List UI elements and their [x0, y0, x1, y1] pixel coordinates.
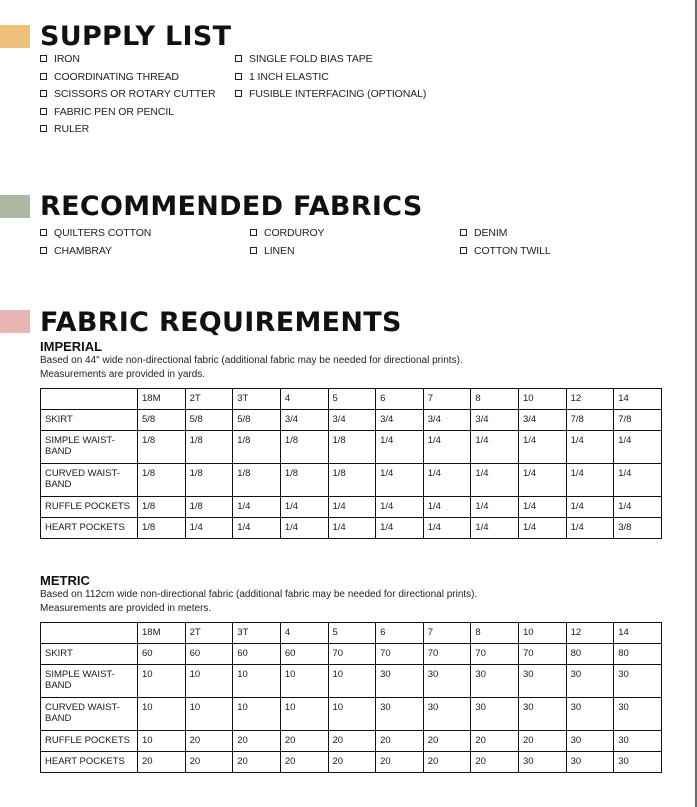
- value-cell: 20: [519, 731, 567, 752]
- value-cell: 1/8: [280, 431, 328, 464]
- row-label-cell: CURVED WAIST-BAND: [41, 698, 138, 731]
- value-cell: 30: [471, 698, 519, 731]
- row-label-cell: CURVED WAIST-BAND: [41, 464, 138, 497]
- size-header-cell: 12: [566, 389, 614, 410]
- size-header-cell: 3T: [233, 389, 281, 410]
- imperial-desc-line1: Based on 44" wide non-directional fabric (additional fabric may be needed for directional prints).: [40, 355, 463, 366]
- row-label-cell: RUFFLE POCKETS: [41, 497, 138, 518]
- value-cell: 20: [328, 731, 376, 752]
- value-cell: 1/4: [566, 431, 614, 464]
- value-cell: 1/4: [185, 518, 233, 539]
- value-cell: 70: [423, 644, 471, 665]
- value-cell: 30: [519, 752, 567, 773]
- value-cell: 30: [471, 665, 519, 698]
- value-cell: 20: [471, 752, 519, 773]
- value-cell: 30: [519, 698, 567, 731]
- value-cell: 20: [376, 731, 424, 752]
- value-cell: 3/8: [614, 518, 662, 539]
- checkbox-icon[interactable]: [250, 247, 257, 254]
- value-cell: 30: [566, 698, 614, 731]
- value-cell: 1/4: [471, 464, 519, 497]
- checklist-item-label: QUILTERS COTTON: [54, 227, 152, 239]
- recommended-fabrics-col2: [250, 225, 324, 260]
- value-cell: 5/8: [138, 410, 186, 431]
- recommended-fabrics-col1: [40, 225, 151, 260]
- value-cell: 30: [566, 665, 614, 698]
- size-header-cell: 7: [423, 389, 471, 410]
- value-cell: 1/8: [280, 464, 328, 497]
- table-row: [41, 665, 662, 698]
- size-header-cell: 12: [566, 623, 614, 644]
- value-cell: 30: [566, 752, 614, 773]
- row-label-cell: SIMPLE WAIST-BAND: [41, 665, 138, 698]
- value-cell: 10: [138, 731, 186, 752]
- value-cell: 20: [185, 731, 233, 752]
- imperial-table: [40, 388, 662, 539]
- checkbox-icon[interactable]: [40, 73, 47, 80]
- checklist-item-label: CORDUROY: [264, 227, 325, 239]
- value-cell: 10: [280, 665, 328, 698]
- value-cell: 7/8: [614, 410, 662, 431]
- value-cell: 20: [138, 752, 186, 773]
- value-cell: 1/4: [423, 497, 471, 518]
- value-cell: 3/4: [423, 410, 471, 431]
- table-row: [41, 464, 662, 497]
- checklist-item-label: CHAMBRAY: [54, 244, 112, 257]
- value-cell: 1/4: [280, 518, 328, 539]
- recommended-fabrics-marker: [0, 195, 30, 218]
- checklist-item: [460, 225, 551, 243]
- value-cell: 3/4: [328, 410, 376, 431]
- checklist-item: [40, 51, 215, 69]
- value-cell: 1/8: [138, 431, 186, 464]
- checklist-item-label: COTTON TWILL: [474, 244, 551, 257]
- table-row: [41, 497, 662, 518]
- value-cell: 30: [519, 665, 567, 698]
- value-cell: 80: [614, 644, 662, 665]
- checkbox-icon[interactable]: [40, 108, 47, 115]
- value-cell: 20: [233, 752, 281, 773]
- recommended-fabrics-col3: [460, 225, 551, 260]
- value-cell: 60: [185, 644, 233, 665]
- table-row: [41, 698, 662, 731]
- size-header-cell: 8: [471, 623, 519, 644]
- value-cell: 1/4: [376, 464, 424, 497]
- metric-desc-line1: Based on 112cm wide non-directional fabric (additional fabric may be needed for directional prints).: [40, 589, 478, 600]
- value-cell: 20: [328, 752, 376, 773]
- value-cell: 10: [185, 665, 233, 698]
- value-cell: 20: [280, 752, 328, 773]
- size-header-cell: 2T: [185, 623, 233, 644]
- value-cell: 1/4: [328, 497, 376, 518]
- value-cell: 10: [280, 698, 328, 731]
- row-label-cell: HEART POCKETS: [41, 752, 138, 773]
- supply-list-col1: [40, 51, 215, 139]
- metric-table: [40, 622, 662, 773]
- size-header-cell: 4: [280, 389, 328, 410]
- value-cell: 1/8: [138, 497, 186, 518]
- value-cell: 1/8: [185, 464, 233, 497]
- value-cell: 20: [423, 731, 471, 752]
- value-cell: 10: [328, 665, 376, 698]
- size-header-cell: 3T: [233, 623, 281, 644]
- table-header-row: [41, 623, 662, 644]
- value-cell: 10: [328, 698, 376, 731]
- size-header-cell: 10: [519, 623, 567, 644]
- value-cell: 20: [471, 731, 519, 752]
- value-cell: 30: [614, 698, 662, 731]
- value-cell: 1/8: [233, 464, 281, 497]
- value-cell: 1/8: [328, 431, 376, 464]
- value-cell: 20: [376, 752, 424, 773]
- value-cell: 1/4: [376, 431, 424, 464]
- checklist-item: [40, 86, 215, 104]
- table-header-row: [41, 389, 662, 410]
- value-cell: 20: [423, 752, 471, 773]
- checkbox-icon[interactable]: [40, 125, 47, 132]
- table-row: [41, 410, 662, 431]
- checkbox-icon[interactable]: [40, 229, 47, 236]
- row-label-cell: RUFFLE POCKETS: [41, 731, 138, 752]
- value-cell: 10: [233, 665, 281, 698]
- value-cell: 1/4: [233, 497, 281, 518]
- imperial-description: [40, 354, 463, 381]
- row-label-cell: HEART POCKETS: [41, 518, 138, 539]
- checklist-item-label: RULER: [54, 123, 90, 136]
- value-cell: 70: [471, 644, 519, 665]
- value-cell: 70: [328, 644, 376, 665]
- value-cell: 30: [614, 665, 662, 698]
- fabric-requirements-marker: [0, 310, 30, 333]
- value-cell: 70: [519, 644, 567, 665]
- checklist-item-label: SINGLE FOLD BIAS TAPE: [249, 53, 373, 65]
- size-header-cell: 2T: [185, 389, 233, 410]
- table-corner-cell: [41, 623, 138, 644]
- value-cell: 1/4: [280, 497, 328, 518]
- table-row: [41, 644, 662, 665]
- table-row: [41, 431, 662, 464]
- value-cell: 1/8: [138, 464, 186, 497]
- imperial-title: IMPERIAL: [40, 339, 103, 354]
- value-cell: 10: [138, 665, 186, 698]
- value-cell: 5/8: [185, 410, 233, 431]
- value-cell: 1/4: [614, 464, 662, 497]
- checklist-item: [235, 51, 426, 69]
- size-header-cell: 8: [471, 389, 519, 410]
- size-header-cell: 5: [328, 389, 376, 410]
- checkbox-icon[interactable]: [235, 90, 242, 97]
- value-cell: 20: [185, 752, 233, 773]
- checkbox-icon[interactable]: [460, 247, 467, 254]
- value-cell: 1/4: [471, 497, 519, 518]
- checklist-item: [460, 243, 551, 261]
- size-header-cell: 7: [423, 623, 471, 644]
- size-header-cell: 18M: [138, 623, 186, 644]
- value-cell: 70: [376, 644, 424, 665]
- value-cell: 1/4: [423, 431, 471, 464]
- value-cell: 3/4: [376, 410, 424, 431]
- value-cell: 1/4: [376, 497, 424, 518]
- supply-list-marker: [0, 25, 30, 48]
- value-cell: 1/4: [328, 518, 376, 539]
- value-cell: 30: [423, 665, 471, 698]
- checkbox-icon[interactable]: [40, 247, 47, 254]
- supply-list-title: SUPPLY LIST: [40, 21, 232, 52]
- checkbox-icon[interactable]: [40, 55, 47, 62]
- checklist-item: [40, 69, 215, 87]
- table-row: [41, 752, 662, 773]
- value-cell: 1/8: [138, 518, 186, 539]
- value-cell: 1/8: [233, 431, 281, 464]
- recommended-fabrics-title: RECOMMENDED FABRICS: [40, 191, 423, 222]
- value-cell: 1/4: [519, 518, 567, 539]
- value-cell: 1/4: [614, 431, 662, 464]
- value-cell: 20: [280, 731, 328, 752]
- fabric-requirements-title: FABRIC REQUIREMENTS: [40, 307, 402, 338]
- row-label-cell: SKIRT: [41, 410, 138, 431]
- size-header-cell: 10: [519, 389, 567, 410]
- checklist-item: [250, 243, 324, 261]
- value-cell: 1/8: [185, 431, 233, 464]
- table-row: [41, 731, 662, 752]
- checklist-item-label: SCISSORS OR ROTARY CUTTER: [54, 88, 216, 101]
- checklist-item-label: 1 INCH ELASTIC: [249, 70, 329, 83]
- imperial-desc-line2: Measurements are provided in yards.: [40, 368, 206, 380]
- size-header-cell: 6: [376, 623, 424, 644]
- checklist-item: [235, 86, 426, 104]
- value-cell: 1/4: [423, 518, 471, 539]
- value-cell: 3/4: [519, 410, 567, 431]
- checkbox-icon[interactable]: [250, 229, 257, 236]
- checklist-item-label: FABRIC PEN OR PENCIL: [54, 105, 174, 118]
- checklist-item: [40, 225, 151, 243]
- value-cell: 1/4: [519, 431, 567, 464]
- value-cell: 30: [614, 752, 662, 773]
- row-label-cell: SKIRT: [41, 644, 138, 665]
- supply-list-col2: [235, 51, 426, 104]
- value-cell: 80: [566, 644, 614, 665]
- checklist-item: [250, 225, 324, 243]
- value-cell: 30: [376, 665, 424, 698]
- value-cell: 1/4: [566, 518, 614, 539]
- checklist-item: [235, 69, 426, 87]
- value-cell: 1/4: [471, 518, 519, 539]
- checkbox-icon[interactable]: [460, 229, 467, 236]
- size-header-cell: 18M: [138, 389, 186, 410]
- value-cell: 1/4: [471, 431, 519, 464]
- checkbox-icon[interactable]: [235, 73, 242, 80]
- table-row: [41, 518, 662, 539]
- value-cell: 60: [138, 644, 186, 665]
- value-cell: 1/4: [566, 464, 614, 497]
- value-cell: 30: [566, 731, 614, 752]
- value-cell: 1/4: [519, 497, 567, 518]
- checklist-item-label: LINEN: [264, 244, 295, 257]
- value-cell: 30: [614, 731, 662, 752]
- checklist-item-label: COORDINATING THREAD: [54, 70, 179, 83]
- size-header-cell: 4: [280, 623, 328, 644]
- checklist-item: [40, 243, 151, 261]
- metric-title: METRIC: [40, 573, 90, 588]
- value-cell: 10: [185, 698, 233, 731]
- checkbox-icon[interactable]: [40, 90, 47, 97]
- value-cell: 3/4: [280, 410, 328, 431]
- value-cell: 1/4: [423, 464, 471, 497]
- value-cell: 20: [233, 731, 281, 752]
- value-cell: 60: [280, 644, 328, 665]
- table-corner-cell: [41, 389, 138, 410]
- metric-desc-line2: Measurements are provided in meters.: [40, 602, 212, 614]
- size-header-cell: 14: [614, 389, 662, 410]
- checklist-item: [40, 121, 215, 139]
- checklist-item: [40, 104, 215, 122]
- value-cell: 3/4: [471, 410, 519, 431]
- checklist-item-label: IRON: [54, 53, 80, 65]
- value-cell: 1/4: [376, 518, 424, 539]
- metric-description: [40, 588, 477, 615]
- value-cell: 5/8: [233, 410, 281, 431]
- value-cell: 10: [233, 698, 281, 731]
- value-cell: 30: [376, 698, 424, 731]
- value-cell: 1/8: [328, 464, 376, 497]
- checkbox-icon[interactable]: [235, 55, 242, 62]
- value-cell: 60: [233, 644, 281, 665]
- value-cell: 10: [138, 698, 186, 731]
- value-cell: 1/4: [566, 497, 614, 518]
- value-cell: 30: [423, 698, 471, 731]
- value-cell: 1/4: [233, 518, 281, 539]
- checklist-item-label: FUSIBLE INTERFACING (OPTIONAL): [249, 88, 427, 101]
- value-cell: 1/8: [185, 497, 233, 518]
- size-header-cell: 5: [328, 623, 376, 644]
- size-header-cell: 14: [614, 623, 662, 644]
- value-cell: 1/4: [519, 464, 567, 497]
- checklist-item-label: DENIM: [474, 227, 508, 239]
- size-header-cell: 6: [376, 389, 424, 410]
- value-cell: 7/8: [566, 410, 614, 431]
- value-cell: 1/4: [614, 497, 662, 518]
- row-label-cell: SIMPLE WAIST-BAND: [41, 431, 138, 464]
